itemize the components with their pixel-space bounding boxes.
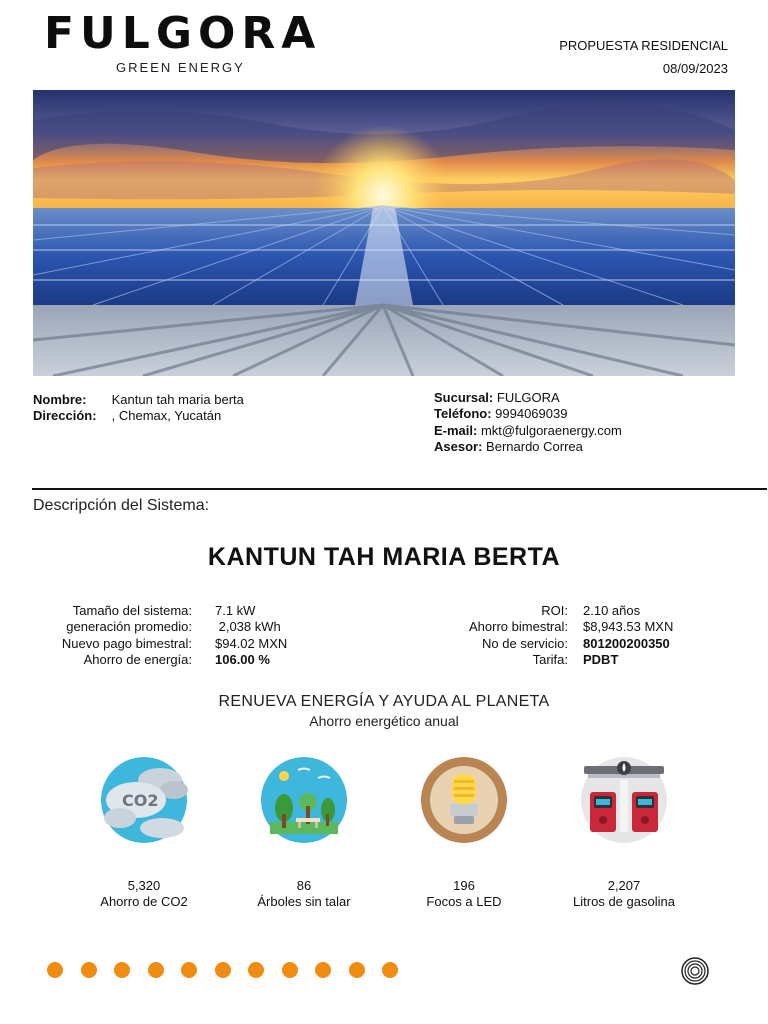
- section-divider: [32, 488, 767, 490]
- client-name-value: Kantun tah maria berta: [111, 392, 244, 407]
- dot: [47, 962, 63, 978]
- stat-label: ROI:: [541, 603, 568, 618]
- phone-value: 9994069039: [495, 406, 568, 422]
- branch-value: FULGORA: [496, 390, 560, 405]
- stat-label: Tarifa:: [532, 651, 568, 667]
- system-description-heading: Descripción del Sistema:: [33, 497, 210, 514]
- stat-label: Ahorro bimestral:: [469, 619, 568, 635]
- bimonthly-saving-value: $8,943.53 MXN: [583, 619, 674, 635]
- co2-value: 5,320: [127, 878, 161, 893]
- dot: [215, 962, 231, 978]
- dot: [181, 962, 197, 978]
- dot: [315, 962, 331, 978]
- trees-caption: Árboles sin talar: [257, 894, 351, 909]
- energy-saving-value: 106.00 %: [215, 651, 270, 667]
- email-value: mkt@fulgoraenergy.com: [480, 422, 622, 438]
- dot: [148, 962, 164, 978]
- stat-label: Tamaño del sistema:: [72, 603, 192, 618]
- trees-icon: [260, 756, 348, 844]
- system-stats-left-labels: [62, 603, 192, 668]
- gas-pump-icon: [580, 756, 668, 844]
- advisor-value: Bernardo Correa: [486, 438, 583, 454]
- led-value: 196: [453, 878, 475, 893]
- brand-logo: [44, 8, 322, 78]
- footer-logo-mark-icon: [680, 956, 710, 991]
- email-label: E-mail:: [434, 422, 478, 438]
- system-stats-right-values: [583, 603, 673, 668]
- impact-gasoline: [544, 756, 704, 909]
- trees-value: 86: [296, 878, 312, 893]
- dot: [114, 962, 130, 978]
- advisor-label: Asesor:: [434, 438, 483, 454]
- stat-label: Ahorro de energía:: [83, 651, 192, 667]
- client-name-label: Nombre:: [33, 392, 87, 407]
- co2-caption: Ahorro de CO2: [100, 894, 188, 909]
- led-caption: Focos a LED: [426, 894, 502, 909]
- client-info: [33, 392, 244, 425]
- document-date: 08/09/2023: [662, 61, 728, 76]
- dot: [81, 962, 97, 978]
- brand-name: FULGORA: [44, 8, 322, 59]
- stat-label: generación promedio:: [66, 619, 192, 635]
- tariff-value: PDBT: [583, 651, 619, 667]
- impact-co2: [64, 756, 224, 909]
- brand-tagline: GREEN ENERGY: [116, 60, 245, 75]
- dot: [382, 962, 398, 978]
- new-payment-value: $94.02 MXN: [215, 635, 288, 651]
- system-size-value: 7.1 kW: [215, 603, 256, 618]
- co2-icon-text: CO2: [122, 791, 159, 810]
- impact-subtitle: Ahorro energético anual: [309, 713, 459, 729]
- dot: [282, 962, 298, 978]
- led-bulb-icon: [420, 756, 508, 844]
- roi-value: 2.10 años: [583, 603, 641, 618]
- hero-solar-image: [33, 90, 735, 376]
- avg-generation-value: 2,038 kWh: [215, 619, 281, 635]
- impact-title: RENUEVA ENERGÍA Y AYUDA AL PLANETA: [218, 693, 550, 710]
- branch-info: [434, 390, 622, 455]
- gasoline-caption: Litros de gasolina: [573, 894, 675, 909]
- gasoline-value: 2,207: [607, 878, 641, 893]
- client-address-value: , Chemax, Yucatán: [111, 408, 222, 424]
- impact-trees: [224, 756, 384, 909]
- impact-led: [384, 756, 544, 909]
- dot: [349, 962, 365, 978]
- branch-label: Sucursal:: [434, 390, 494, 405]
- system-stats-left-values: [215, 603, 287, 668]
- stat-label: No de servicio:: [482, 635, 568, 651]
- service-number-value: 801200200350: [583, 635, 670, 651]
- document-type: PROPUESTA RESIDENCIAL: [559, 38, 728, 53]
- system-stats-right-labels: [469, 603, 568, 668]
- client-name-title: KANTUN TAH MARIA BERTA: [207, 543, 561, 571]
- client-address-label: Dirección:: [33, 408, 97, 424]
- dot: [248, 962, 264, 978]
- phone-label: Teléfono:: [434, 406, 492, 422]
- co2-cloud-icon: [100, 756, 188, 844]
- stat-label: Nuevo pago bimestral:: [61, 635, 192, 651]
